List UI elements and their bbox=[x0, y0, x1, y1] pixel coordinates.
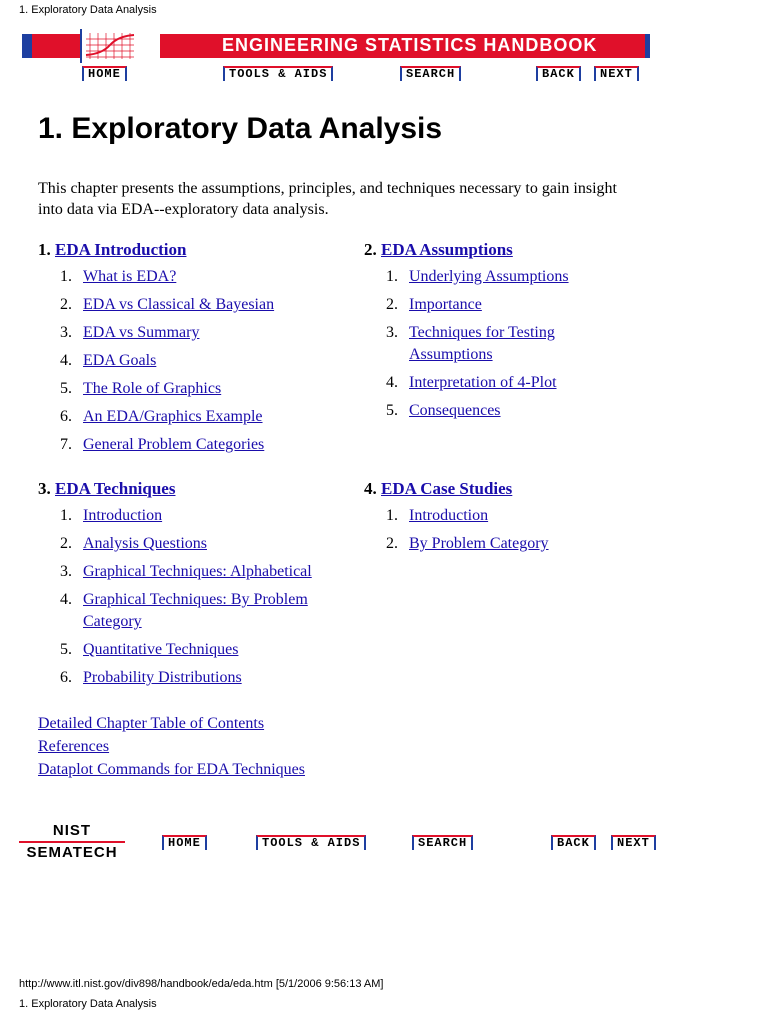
page-header-title: 1. Exploratory Data Analysis bbox=[19, 4, 157, 16]
list-item bbox=[364, 294, 594, 316]
references-link[interactable]: References bbox=[38, 738, 110, 755]
handbook-banner bbox=[22, 34, 650, 58]
section-heading bbox=[364, 479, 624, 499]
section-item-list bbox=[38, 266, 338, 456]
list-item bbox=[38, 294, 338, 316]
chapter-contents-link[interactable]: Detailed Chapter Table of Contents bbox=[38, 715, 265, 732]
item-link[interactable]: Consequences bbox=[409, 402, 501, 419]
item-number: 4. bbox=[60, 352, 72, 369]
item-number: 5. bbox=[386, 402, 398, 419]
item-link[interactable]: An EDA/Graphics Example bbox=[83, 408, 263, 425]
page-title: 1. Exploratory Data Analysis bbox=[38, 112, 443, 145]
list-item bbox=[38, 378, 338, 400]
footer-home-button[interactable]: HOME bbox=[162, 835, 207, 850]
list-item bbox=[38, 561, 348, 583]
banner-title: ENGINEERING STATISTICS HANDBOOK bbox=[222, 35, 598, 55]
section-eda-assumptions bbox=[364, 240, 594, 422]
item-link[interactable]: EDA vs Summary bbox=[83, 324, 200, 341]
list-item bbox=[38, 667, 348, 689]
item-link[interactable]: Underlying Assumptions bbox=[409, 268, 569, 285]
item-link[interactable]: General Problem Categories bbox=[83, 436, 265, 453]
item-number: 3. bbox=[386, 324, 398, 341]
list-item bbox=[364, 400, 594, 422]
section-eda-techniques bbox=[38, 479, 348, 689]
nav-tools-button[interactable]: TOOLS & AIDS bbox=[223, 66, 333, 81]
list-item bbox=[38, 266, 338, 288]
section-item-list bbox=[364, 266, 594, 422]
section-item-list bbox=[364, 505, 624, 555]
section-item-list bbox=[38, 505, 348, 689]
footer-back-button[interactable]: BACK bbox=[551, 835, 596, 850]
item-link[interactable]: Graphical Techniques: By Problem Category bbox=[83, 591, 308, 630]
item-number: 6. bbox=[60, 408, 72, 425]
item-number: 3. bbox=[60, 324, 72, 341]
list-item bbox=[38, 533, 348, 555]
item-number: 4. bbox=[60, 591, 72, 608]
item-link[interactable]: Analysis Questions bbox=[83, 535, 207, 552]
section-link[interactable]: EDA Assumptions bbox=[381, 240, 513, 259]
footer-title: 1. Exploratory Data Analysis bbox=[19, 998, 157, 1010]
item-number: 2. bbox=[60, 535, 72, 552]
footer-tools-button[interactable]: TOOLS & AIDS bbox=[256, 835, 366, 850]
item-number: 2. bbox=[60, 296, 72, 313]
item-link[interactable]: Quantitative Techniques bbox=[83, 641, 239, 658]
list-item bbox=[38, 589, 348, 633]
handbook-graph-logo-icon bbox=[80, 29, 160, 63]
item-link[interactable]: Importance bbox=[409, 296, 482, 313]
logo-line-sematech: SEMATECH bbox=[26, 844, 118, 861]
section-heading bbox=[38, 240, 338, 260]
item-link[interactable]: What is EDA? bbox=[83, 268, 177, 285]
footer-search-button[interactable]: SEARCH bbox=[412, 835, 473, 850]
list-item bbox=[364, 372, 594, 394]
list-item bbox=[364, 505, 624, 527]
item-number: 3. bbox=[60, 563, 72, 580]
list-item bbox=[38, 505, 348, 527]
dataplot-commands-link[interactable]: Dataplot Commands for EDA Techniques bbox=[38, 761, 305, 778]
logo-divider bbox=[19, 841, 125, 843]
item-number: 2. bbox=[386, 296, 398, 313]
list-item bbox=[364, 322, 594, 366]
nav-home-button[interactable]: HOME bbox=[82, 66, 127, 81]
item-link[interactable]: Interpretation of 4-Plot bbox=[409, 374, 557, 391]
section-number: 2. bbox=[364, 240, 377, 259]
footer-url: http://www.itl.nist.gov/div898/handbook/eda/eda.htm [5/1/2006 9:56:13 AM] bbox=[19, 978, 384, 990]
item-number: 6. bbox=[60, 669, 72, 686]
banner-left-bar bbox=[22, 34, 32, 58]
section-link[interactable]: EDA Introduction bbox=[55, 240, 187, 259]
item-number: 7. bbox=[60, 436, 72, 453]
logo-line-nist: NIST bbox=[52, 822, 92, 839]
item-number: 4. bbox=[386, 374, 398, 391]
item-link[interactable]: Techniques for Testing Assumptions bbox=[409, 324, 555, 363]
section-heading bbox=[364, 240, 594, 260]
list-item bbox=[364, 266, 594, 288]
section-number: 4. bbox=[364, 479, 377, 498]
section-eda-introduction bbox=[38, 240, 338, 456]
item-link[interactable]: The Role of Graphics bbox=[83, 380, 222, 397]
item-link[interactable]: EDA vs Classical & Bayesian bbox=[83, 296, 275, 313]
section-link[interactable]: EDA Techniques bbox=[55, 479, 176, 498]
list-item bbox=[38, 322, 338, 344]
item-number: 2. bbox=[386, 535, 398, 552]
banner-right-bar bbox=[645, 34, 650, 58]
bottom-links bbox=[38, 712, 305, 781]
item-number: 1. bbox=[60, 268, 72, 285]
intro-paragraph: This chapter presents the assumptions, principles, and techniques necessary to gain insight into data via EDA--exploratory data analysis. bbox=[38, 180, 617, 218]
list-item bbox=[38, 350, 338, 372]
list-item bbox=[38, 639, 348, 661]
item-link[interactable]: Graphical Techniques: Alphabetical bbox=[83, 563, 312, 580]
nav-next-button[interactable]: NEXT bbox=[594, 66, 639, 81]
item-link[interactable]: Introduction bbox=[83, 507, 163, 524]
item-link[interactable]: Introduction bbox=[409, 507, 489, 524]
list-item bbox=[38, 406, 338, 428]
item-link[interactable]: Probability Distributions bbox=[83, 669, 242, 686]
item-number: 1. bbox=[386, 507, 398, 524]
graph-logo-svg bbox=[82, 29, 160, 63]
list-item bbox=[364, 533, 624, 555]
section-eda-case-studies bbox=[364, 479, 624, 555]
section-heading bbox=[38, 479, 348, 499]
section-number: 3. bbox=[38, 479, 51, 498]
nav-back-button[interactable]: BACK bbox=[536, 66, 581, 81]
item-number: 5. bbox=[60, 380, 72, 397]
item-link[interactable]: EDA Goals bbox=[83, 352, 157, 369]
list-item bbox=[38, 434, 338, 456]
item-number: 1. bbox=[60, 507, 72, 524]
item-number: 1. bbox=[386, 268, 398, 285]
item-number: 5. bbox=[60, 641, 72, 658]
nav-search-button[interactable]: SEARCH bbox=[400, 66, 461, 81]
nist-sematech-logo[interactable] bbox=[19, 822, 125, 862]
footer-next-button[interactable]: NEXT bbox=[611, 835, 656, 850]
item-link[interactable]: By Problem Category bbox=[409, 535, 549, 552]
section-link[interactable]: EDA Case Studies bbox=[381, 479, 513, 498]
section-number: 1. bbox=[38, 240, 51, 259]
